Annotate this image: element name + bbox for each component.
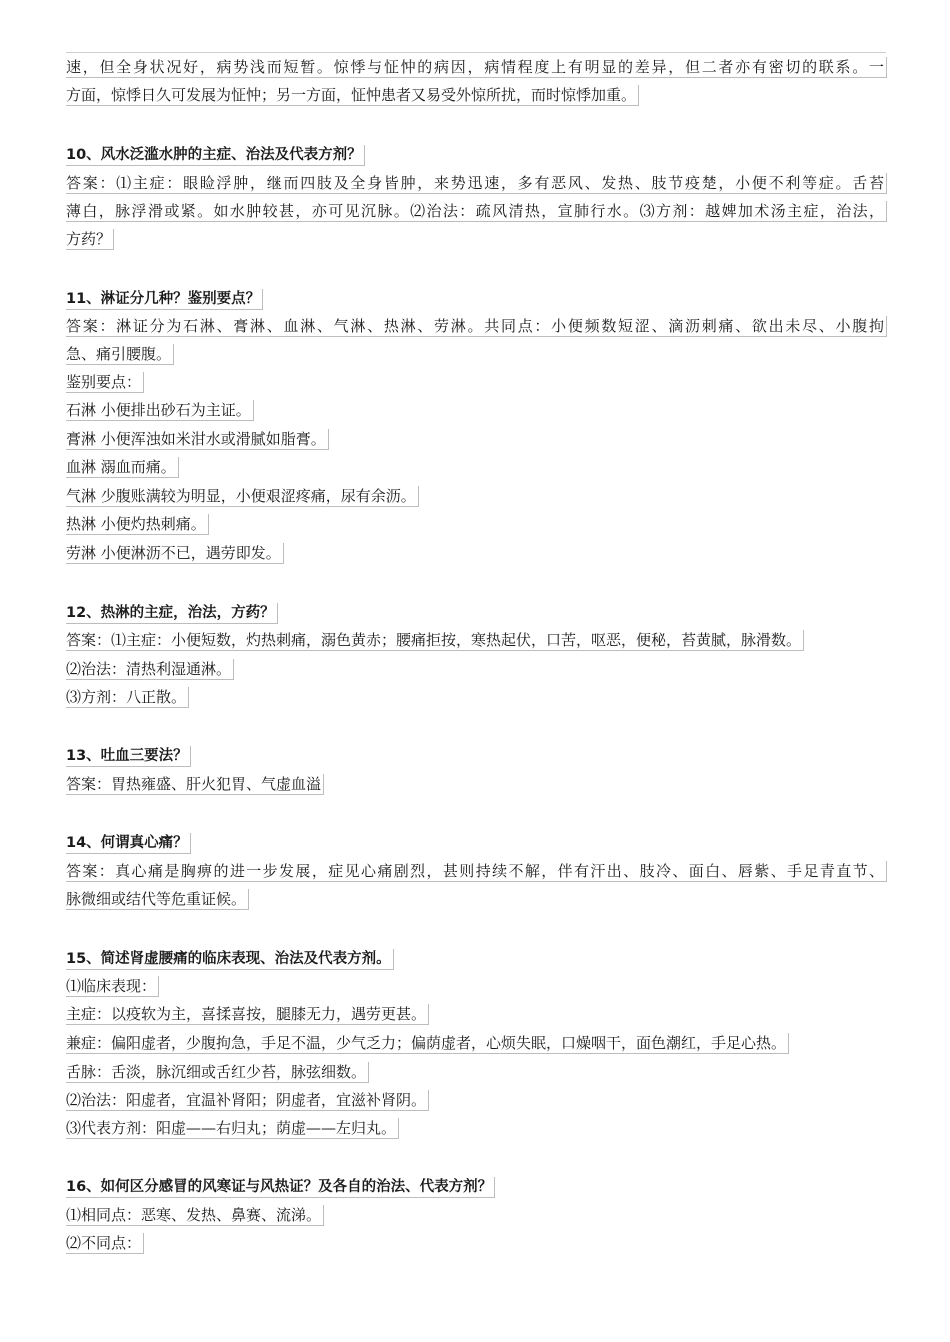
- text-line: [66, 1233, 144, 1253]
- text-line: [66, 1062, 369, 1082]
- text-line-text: 舌脉：舌淡，脉沉细或舌红少苔，脉弦细数。: [66, 1062, 369, 1083]
- question-heading: [66, 832, 191, 852]
- text-line: [66, 774, 324, 794]
- text-line: [66, 201, 887, 221]
- question-heading: [66, 288, 263, 308]
- text-line-text: 答案：胃热雍盛、肝火犯胃、气虚血溢: [66, 774, 324, 795]
- text-line-text: 答案：淋证分为石淋、膏淋、血淋、气淋、热淋、劳淋。共同点：小便频数短涩、滴沥刺痛、欲出未尽、小腹拘: [66, 316, 887, 337]
- text-line: [66, 659, 234, 679]
- text-line-text: 鉴别要点：: [66, 372, 144, 393]
- text-line: [66, 57, 887, 77]
- text-line-text: 答案：⑴主症：眼睑浮肿，继而四肢及全身皆肿，来势迅速，多有恶风、发热、肢节疫楚，小便不利等症。舌苔: [66, 173, 887, 194]
- text-line-text: ⑶代表方剂：阳虚——右归丸；荫虚——左归丸。: [66, 1118, 399, 1139]
- question-heading: [66, 144, 365, 164]
- question-heading: [66, 1176, 495, 1196]
- text-line-text: ⑵不同点：: [66, 1233, 144, 1254]
- text-line-text: 热淋 小便灼热刺痛。: [66, 514, 209, 535]
- question-heading-text: 14、何谓真心痛？: [66, 833, 191, 854]
- text-line: [66, 457, 179, 477]
- text-line: [66, 687, 189, 707]
- text-line: [66, 1090, 429, 1110]
- text-line-text: 薄白，脉浮滑或紧。如水肿较甚，亦可见沉脉。⑵治法：疏风清热，宣肺行水。⑶方剂：越婢加术汤主症，治法，: [66, 201, 887, 222]
- text-line-text: ⑵治法：清热利湿通淋。: [66, 659, 234, 680]
- text-line: [66, 372, 144, 392]
- question-heading-text: 16、如何区分感冒的风寒证与风热证？及各自的治法、代表方剂？: [66, 1177, 495, 1198]
- text-line: [66, 344, 174, 364]
- text-line: [66, 889, 249, 909]
- text-line-text: 方药？: [66, 229, 114, 250]
- text-line-text: 答案：真心痛是胸痹的进一步发展，症见心痛剧烈，甚则持续不解，伴有汗出、肢冷、面白、唇紫、手足青直节、: [66, 861, 887, 882]
- text-line-text: 血淋 溺血而痛。: [66, 457, 179, 478]
- text-line: [66, 1205, 324, 1225]
- text-line: [66, 85, 639, 105]
- question-heading: [66, 948, 394, 968]
- text-line-text: ⑶方剂：八正散。: [66, 687, 189, 708]
- text-line: [66, 1033, 789, 1053]
- text-line-text: 兼症：偏阳虚者，少腹拘急，手足不温，少气乏力；偏荫虚者，心烦失眠，口燥咽干，面色潮红，手足心热。: [66, 1033, 789, 1054]
- text-line: [66, 861, 887, 881]
- text-line: [66, 486, 419, 506]
- question-heading-text: 15、简述肾虚腰痛的临床表现、治法及代表方剂。: [66, 949, 394, 970]
- question-heading: [66, 745, 191, 765]
- text-line: [66, 1004, 429, 1024]
- text-line-text: ⑵治法：阳虚者，宜温补肾阳；阴虚者，宜滋补肾阴。: [66, 1090, 429, 1111]
- text-line: [66, 976, 159, 996]
- text-line-text: 石淋 小便排出砂石为主证。: [66, 400, 254, 421]
- question-heading-text: 12、热淋的主症，治法，方药？: [66, 603, 278, 624]
- text-line: [66, 400, 254, 420]
- text-line-text: ⑴临床表现：: [66, 976, 159, 997]
- text-line-text: 主症：以疫软为主，喜揉喜按，腿膝无力，遇劳更甚。: [66, 1004, 429, 1025]
- text-line: [66, 229, 114, 249]
- text-line: [66, 1118, 399, 1138]
- text-line: [66, 630, 804, 650]
- text-line-text: 方面，惊悸日久可发展为怔忡；另一方面，怔忡患者又易受外惊所扰，而时惊悸加重。: [66, 85, 639, 106]
- question-heading-text: 10、风水泛滥水肿的主症、治法及代表方剂？: [66, 145, 365, 166]
- text-line-text: 答案：⑴主症：小便短数，灼热刺痛，溺色黄赤；腰痛拒按，寒热起伏，口苦，呕恶，便秘，苔黄腻，脉滑数。: [66, 630, 804, 651]
- question-heading-text: 13、吐血三要法？: [66, 746, 191, 767]
- question-heading-text: 11、淋证分几种？鉴别要点？: [66, 289, 263, 310]
- text-line-text: 脉微细或结代等危重证候。: [66, 889, 249, 910]
- text-line-text: ⑴相同点：恶寒、发热、鼻赛、流涕。: [66, 1205, 324, 1226]
- text-line: [66, 429, 329, 449]
- text-line-text: 膏淋 小便浑浊如米泔水或滑腻如脂膏。: [66, 429, 329, 450]
- text-line-text: 速，但全身状况好，病势浅而短暂。惊悸与怔忡的病因，病情程度上有明显的差异，但二者亦有密切的联系。一: [66, 57, 887, 78]
- text-line: [66, 514, 209, 534]
- text-line-text: 气淋 少腹账满较为明显，小便艰涩疼痛，尿有余沥。: [66, 486, 419, 507]
- text-line: [66, 316, 887, 336]
- text-line-text: 劳淋 小便淋沥不已，遇劳即发。: [66, 543, 284, 564]
- text-line: [66, 543, 284, 563]
- top-rule: [66, 52, 886, 53]
- question-heading: [66, 602, 278, 622]
- text-line-text: 急、痛引腰腹。: [66, 344, 174, 365]
- text-line: [66, 173, 887, 193]
